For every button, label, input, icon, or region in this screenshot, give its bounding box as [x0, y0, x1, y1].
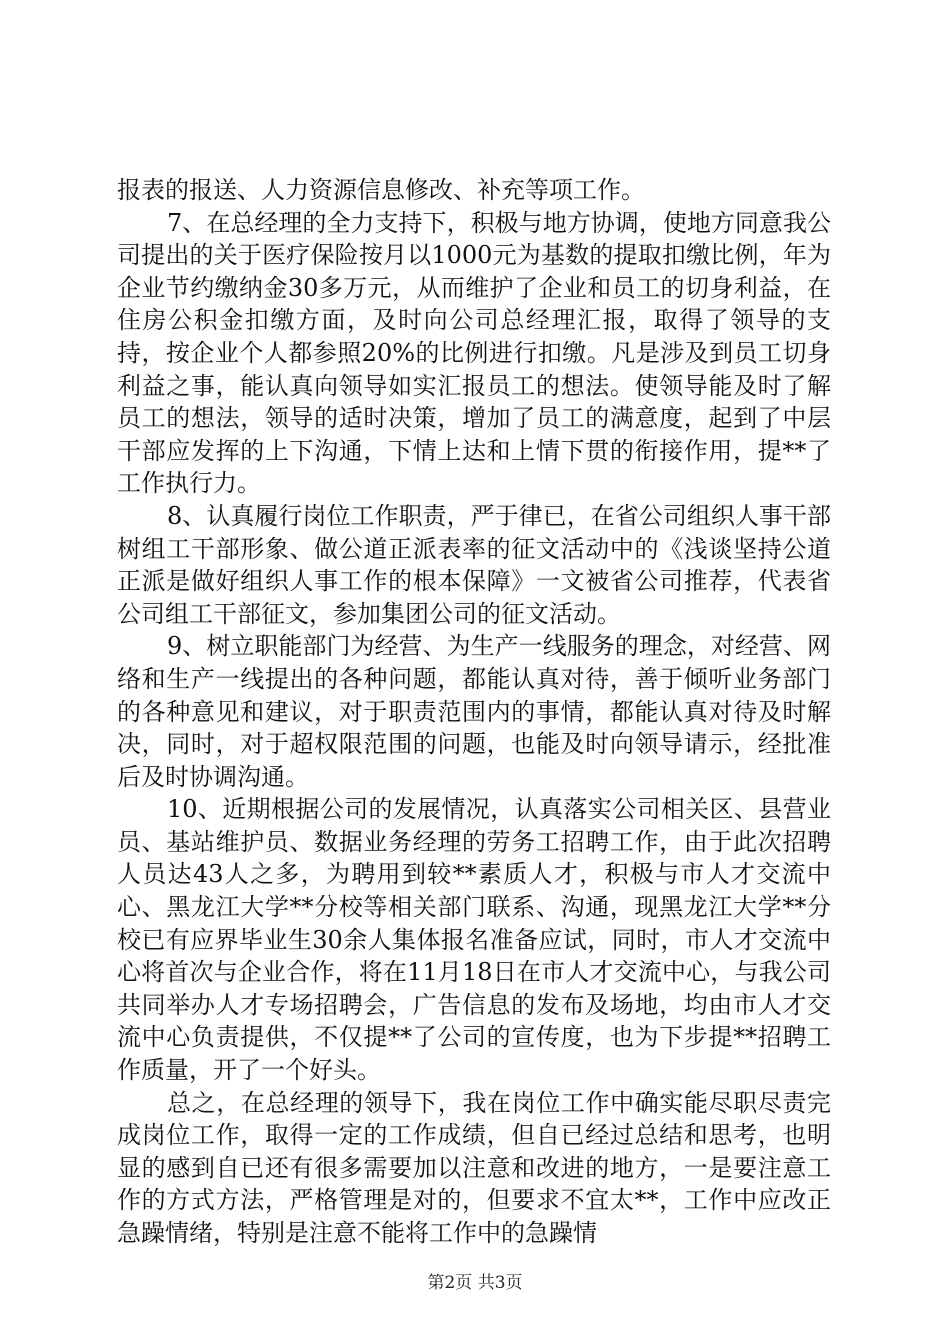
paragraph-summary: 总之，在总经理的领导下，我在岗位工作中确实能尽职尽责完成岗位工作，取得一定的工作成绩，但自已经过总结和思考，也明显的感到自已还有很多需要加以注意和改进的地方，一是要注意工作的方式方法，严格管理是对的，但要求不宜太**，工作中应改正急躁情绪，特别是注意不能将工作中的急躁情 [117, 1088, 831, 1247]
document-body [117, 174, 831, 1250]
paragraph-item-10: 10、近期根据公司的发展情况，认真落实公司相关区、县营业员、基站维护员、数据业务经理的劳务工招聘工作，由于此次招聘人员达43人之多，为聘用到较**素质人才，积极与市人才交流中心、黑龙江大学**分校等相关部门联系、沟通，现黑龙江大学**分校已有应界毕业生30余人集体报名准备应试，同时，市人才交流中心将首次与企业合作，将在11月18日在市人才交流中心，与我公司共同举办人才专场招聘会，广告信息的发布及场地，均由市人才交流中心负责提供，不仅提**了公司的宣传度，也为下步提**招聘工作质量，开了一个好头。 [117, 795, 831, 1085]
paragraph-item-9: 9、树立职能部门为经营、为生产一线服务的理念，对经营、网络和生产一线提出的各种问题，都能认真对待，善于倾听业务部门的各种意见和建议，对于职责范围内的事情，都能认真对待及时解决，同时，对于超权限范围的问题，也能及时向领导请示，经批准后及时协调沟通。 [117, 632, 831, 791]
page-footer: 第2页 共3页 [427, 1273, 523, 1293]
paragraph-item-8: 8、认真履行岗位工作职责，严于律已，在省公司组织人事干部树组工干部形象、做公道正派表率的征文活动中的《浅谈坚持公道正派是做好组织人事工作的根本保障》一文被省公司推荐，代表省公司组工干部征文，参加集团公司的征文活动。 [117, 501, 831, 628]
paragraph-continuation: 报表的报送、人力资源信息修改、补充等项工作。 [117, 176, 645, 204]
paragraph-item-7: 7、在总经理的全力支持下，积极与地方协调，使地方同意我公司提出的关于医疗保险按月以1000元为基数的提取扣缴比例，年为企业节约缴纳金30多万元，从而维护了企业和员工的切身利益，在住房公积金扣缴方面，及时向公司总经理汇报，取得了领导的支持，按企业个人都参照20%的比例进行扣缴。凡是涉及到员工切身利益之事，能认真向领导如实汇报员工的想法。使领导能及时了解员工的想法，领导的适时决策，增加了员工的满意度，起到了中层干部应发挥的上下沟通，下情上达和上情下贯的衔接作用，提**了工作执行力。 [117, 208, 831, 498]
